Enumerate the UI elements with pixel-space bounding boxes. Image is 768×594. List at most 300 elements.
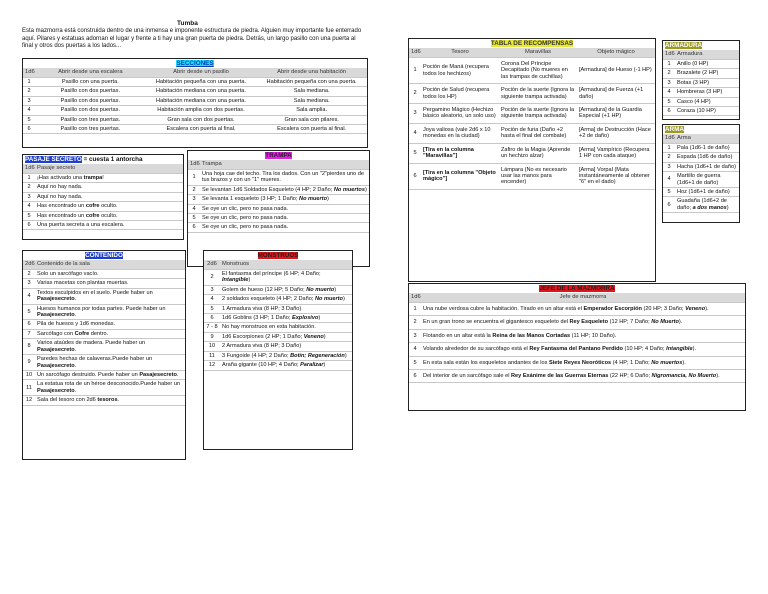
row-number: 3 xyxy=(23,96,35,105)
row-number: 4 xyxy=(23,106,35,115)
cell-text: No muertos xyxy=(651,359,683,366)
table-row xyxy=(204,295,352,304)
row-number: 6 xyxy=(409,163,421,189)
cell-text: Un sarcófago destruido. Puede haber un xyxy=(37,371,140,378)
table-row xyxy=(23,396,185,405)
cell-text: . xyxy=(74,312,77,318)
secciones-title: SECCIONES xyxy=(176,60,214,67)
cell-text: ) xyxy=(323,362,326,369)
cell-text: Araña gigante (10 HP; 4 Daño; xyxy=(222,362,301,369)
table-row xyxy=(23,339,185,355)
row-number: 5 xyxy=(23,304,35,320)
table-cell xyxy=(35,329,185,338)
cell-text: (10 HP; 4 Daño; xyxy=(622,346,667,353)
row-number: 6 xyxy=(409,370,421,383)
cell-text: Una puerta secreta a una escalera. xyxy=(37,222,125,228)
row-number: 5 xyxy=(188,214,200,223)
table-cell xyxy=(35,269,185,278)
table-row xyxy=(663,172,739,188)
table-cell xyxy=(35,183,183,192)
row-number: 5 xyxy=(23,211,35,220)
cell-text: ) xyxy=(344,352,347,359)
table-cell: Habitación pequeña con una puerta. xyxy=(256,77,367,86)
col-header: 1d6 xyxy=(23,68,35,77)
cell-text: ) xyxy=(318,315,321,321)
col-header: Objeto mágico xyxy=(577,48,655,57)
table-cell xyxy=(675,197,739,213)
table-cell: Pasillo con una puerta. xyxy=(35,77,146,86)
table-row xyxy=(188,195,369,204)
pasaje-secreto-table xyxy=(22,154,184,240)
row-number: 9 xyxy=(204,332,220,341)
row-number: 3 xyxy=(204,285,220,294)
page-title: Tumba xyxy=(177,20,198,27)
row-number: 4 xyxy=(663,88,675,97)
table-cell: Botas (3 HP) xyxy=(675,78,739,87)
cell-text: tesoros xyxy=(97,397,118,404)
cell-text: ) xyxy=(327,196,329,203)
cell-text: Espada (1d6 de daño) xyxy=(677,154,733,161)
cell-text: (20 HP; 3 Daño; xyxy=(641,305,686,312)
col-header: 1d6 xyxy=(409,293,421,302)
cell-text: ) xyxy=(334,286,337,293)
cell-text: ). xyxy=(678,319,683,326)
cell-text: Paralizar xyxy=(300,362,324,369)
cell-text: Varias macetas con plantas muertas. xyxy=(37,280,129,287)
cell-text: Se oye un clic, pero no pasa nada. xyxy=(202,205,289,212)
table-row xyxy=(204,342,352,351)
table-row xyxy=(204,285,352,294)
cell-text: Huesos humanos por todas partes. Puede haber un xyxy=(37,305,166,312)
table-cell xyxy=(220,351,352,360)
cell-text: ). xyxy=(705,305,709,312)
cell-text: Se levantan 1d6 Soldados Esqueleto (4 HP; 2 Daño; xyxy=(202,186,334,193)
table-row xyxy=(663,107,739,116)
table-row xyxy=(23,279,185,288)
cell-text: Pasajesecreto xyxy=(37,387,75,394)
monstruos-table xyxy=(203,250,353,450)
table-cell: [Tira en la columna "Objeto mágico"] xyxy=(421,163,499,189)
cell-text: ). xyxy=(692,346,696,353)
table-row xyxy=(188,169,369,185)
row-number: 2 xyxy=(23,183,35,192)
cell-text: No muerto xyxy=(306,286,335,293)
cell-text: Aquí no hay nada. xyxy=(37,193,83,200)
table-row xyxy=(204,351,352,360)
table-cell xyxy=(200,185,369,194)
table-cell xyxy=(220,269,352,285)
table-row xyxy=(204,323,352,332)
cell-text: Explosivo xyxy=(291,315,319,321)
col-header: Tesoro xyxy=(421,48,499,57)
table-cell xyxy=(35,339,185,355)
row-number: 9 xyxy=(23,355,35,371)
table-row xyxy=(204,314,352,323)
row-number: 10 xyxy=(23,370,35,379)
row-number: 6 xyxy=(188,223,200,232)
table-cell: Sala mediana. xyxy=(256,96,367,105)
cell-text: 1d6 Goblins (3 HP; 1 Daño; xyxy=(222,315,292,321)
table-cell xyxy=(35,211,183,220)
col-header: Arma xyxy=(675,134,739,143)
table-row xyxy=(409,143,655,163)
table-cell xyxy=(220,314,352,323)
table-cell: Pasillo con tres puertas. xyxy=(35,115,146,124)
cell-text: . xyxy=(74,346,77,353)
cell-text: . xyxy=(117,397,120,404)
cell-text: Solo un sarcófago vacío. xyxy=(37,270,99,277)
table-cell xyxy=(35,192,183,201)
col-header: 1d6 xyxy=(23,164,35,173)
jefe-table xyxy=(408,283,746,411)
cell-text: Rey Fantasma del Pantano Perdido xyxy=(529,346,623,353)
table-cell: Corona Del Príncipe Decapitado (No mueres en las trampas de cuchillas) xyxy=(499,57,577,83)
table-row xyxy=(23,96,367,105)
table-row xyxy=(409,343,745,356)
armadura-title: ARMADURA xyxy=(665,42,703,49)
cell-text: Pasajesecreto xyxy=(139,371,177,378)
row-number: 3 xyxy=(663,162,675,171)
cell-text: Veneno xyxy=(303,333,324,340)
row-number: 6 xyxy=(23,221,35,230)
table-row xyxy=(23,183,183,192)
row-number: 6 xyxy=(23,125,35,134)
table-cell xyxy=(35,288,185,304)
row-number: 4 xyxy=(409,123,421,143)
cell-text: 1 Armadura viva (8 HP; 3 Daño) xyxy=(222,305,302,312)
row-number: 1 xyxy=(23,173,35,182)
cell-text: Se oye un clic, pero no pasa nada. xyxy=(202,224,289,231)
table-row xyxy=(23,355,185,371)
cell-text: . xyxy=(176,371,179,378)
table-row xyxy=(409,316,745,329)
table-row xyxy=(409,356,745,369)
table-cell xyxy=(35,380,185,396)
cell-text: El fantasma del príncipe (6 HP; 4 Daño; xyxy=(222,270,321,277)
table-row xyxy=(23,87,367,96)
row-number: 5 xyxy=(23,115,35,124)
table-row xyxy=(23,192,183,201)
cell-text: No Muerto xyxy=(651,319,679,326)
table-cell: Poción de furia (Daño +2 hasta el final del combate) xyxy=(499,123,577,143)
row-number: 5 xyxy=(204,304,220,313)
row-number: 7 - 8 xyxy=(204,323,220,332)
row-number: 1 xyxy=(663,59,675,68)
table-cell xyxy=(200,195,369,204)
cell-text: 2 Armadura viva (8 HP; 3 Daño) xyxy=(222,343,302,350)
arma-title: ARMA xyxy=(665,126,684,133)
cell-text: Martillo de guerra (1d6+1 de daño) xyxy=(677,173,721,186)
row-number: 2 xyxy=(23,269,35,278)
cell-text: No muerto xyxy=(299,196,327,203)
row-number: 6 xyxy=(663,197,675,213)
table-row xyxy=(23,380,185,396)
table-cell xyxy=(675,162,739,171)
table-cell: Pergamino Mágico (Hechizo básico aleatorio, un solo uso) xyxy=(421,104,499,124)
table-row xyxy=(23,125,367,134)
table-cell: Gran sala con dos puertas. xyxy=(146,115,257,124)
row-number: 5 xyxy=(409,143,421,163)
cell-text: ! xyxy=(102,174,104,181)
col-header: Pasaje secreto xyxy=(35,164,183,173)
table-cell: Anillo (0 HP) xyxy=(675,59,739,68)
table-cell: Casco (4 HP) xyxy=(675,97,739,106)
table-cell xyxy=(220,332,352,341)
cell-text: . xyxy=(74,362,77,369)
col-header: Armadura xyxy=(675,50,739,59)
cell-text: La estatua rota de un héroe desconocido.Puede haber un xyxy=(37,381,181,388)
col-header: Abrir desde una habitación xyxy=(256,68,367,77)
table-cell xyxy=(220,361,352,370)
table-cell xyxy=(675,172,739,188)
table-row xyxy=(188,214,369,223)
row-number: 12 xyxy=(204,361,220,370)
cell-text: Pasajesecreto xyxy=(37,346,75,353)
table-cell: Habitación mediana con una puerta. xyxy=(146,87,257,96)
pasaje-title: PASAJE SECRETO xyxy=(25,156,82,163)
table-cell xyxy=(421,356,745,369)
trampa-title: TRAMPA xyxy=(265,152,292,159)
cell-text: Flotando en un altar está la xyxy=(423,332,493,339)
cell-text: ) xyxy=(248,277,251,284)
table-cell xyxy=(200,204,369,213)
cell-text: Hacha (1d6+1 de daño) xyxy=(677,163,736,170)
table-cell xyxy=(35,355,185,371)
table-cell: Habitación mediana con una puerta. xyxy=(146,96,257,105)
cell-text: Una hoja cae del techo. Tira los dados. Con un "2"pierdes uno de tus brazos y con un "1" mueres. xyxy=(202,170,364,184)
table-row xyxy=(23,329,185,338)
col-header: Abrir desde un pasillo xyxy=(146,68,257,77)
row-number: 3 xyxy=(188,195,200,204)
table-row xyxy=(23,211,183,220)
table-cell xyxy=(35,370,185,379)
cell-text: Rey Exánime de las Guerras Eternas xyxy=(511,373,609,379)
cell-text: Emperador Escorpión xyxy=(583,305,642,312)
cell-text: Paredes hechas de calaveras.Puede haber un xyxy=(37,356,153,363)
cell-text: No hay monstruos en esta habitación. xyxy=(222,324,316,331)
cell-text: Volando alrededor de su sarcófago está el xyxy=(423,346,530,353)
col-header: Maravillas xyxy=(499,48,577,57)
col-header: 1d6 xyxy=(663,134,675,143)
table-row xyxy=(188,204,369,213)
col-header: Abrir desde una escalera xyxy=(35,68,146,77)
row-number: 3 xyxy=(409,329,421,342)
table-row xyxy=(409,57,655,83)
table-row xyxy=(663,162,739,171)
table-cell: Sala amplia. xyxy=(256,106,367,115)
table-row xyxy=(663,197,739,213)
row-number: 4 xyxy=(204,295,220,304)
table-row xyxy=(23,202,183,211)
table-row xyxy=(663,143,739,152)
table-cell xyxy=(200,214,369,223)
table-row xyxy=(204,361,352,370)
table-row xyxy=(204,304,352,313)
table-row xyxy=(23,320,185,329)
cell-text: Pila de huesos y 1d6 monedas. xyxy=(37,321,116,328)
cell-text: Golem de hueso (12 HP; 5 Daño; xyxy=(222,286,307,293)
cell-text: Rey Esqueleto xyxy=(569,319,609,326)
table-cell xyxy=(200,169,369,185)
row-number: 1 xyxy=(23,77,35,86)
table-cell xyxy=(220,295,352,304)
row-number: 6 xyxy=(204,314,220,323)
col-header: 1d6 xyxy=(188,160,200,169)
cell-text: oculto. xyxy=(99,212,118,219)
table-cell xyxy=(675,143,739,152)
cell-text: Hoz (1d6+1 de daño) xyxy=(677,189,730,195)
row-number: 6 xyxy=(23,320,35,329)
table-cell xyxy=(421,370,745,383)
cell-text: Has encontrado un xyxy=(37,203,86,210)
row-number: 3 xyxy=(409,104,421,124)
table-row xyxy=(23,269,185,278)
row-number: 2 xyxy=(663,69,675,78)
intro-paragraph: Esta mazmorra está construida dentro de una inmensa e imponente estructura de piedra. Alguien muy importante fue enterrado aquí. Pilares y estatuas adornan el lugar y frente a ti hay una gran puerta de piedra. Detrás, un largo pasillo con una puerta al final y otros dos puertas a los lados... xyxy=(22,28,362,49)
cell-text: (22 HP; 6 Daño; xyxy=(608,373,652,379)
cell-text: (4 HP; 1 Daño; xyxy=(611,359,652,366)
table-row xyxy=(409,302,745,315)
armadura-table xyxy=(662,40,740,120)
row-number: 3 xyxy=(663,78,675,87)
row-number: 12 xyxy=(23,396,35,405)
cell-text: Pasajesecreto xyxy=(37,296,75,303)
table-cell: Pasillo con dos puertas. xyxy=(35,87,146,96)
table-cell xyxy=(421,329,745,342)
row-number: 1 xyxy=(409,57,421,83)
row-number: 6 xyxy=(663,107,675,116)
table-row xyxy=(23,77,367,86)
table-cell: [Arma] Vampírico (Recupera 1 HP con cada ataque) xyxy=(577,143,655,163)
table-cell: Pasillo con tres puertas. xyxy=(35,125,146,134)
row-number: 11 xyxy=(23,380,35,396)
pasaje-cost: = cuesta 1 antorcha xyxy=(83,156,143,163)
arma-table xyxy=(662,124,740,223)
table-cell: Habitación amplia con dos puertas. xyxy=(146,106,257,115)
cell-text: ¡Has activado una xyxy=(37,174,84,181)
cell-text: ) xyxy=(342,296,345,303)
row-number: 5 xyxy=(409,356,421,369)
row-number: 2 xyxy=(204,269,220,285)
table-cell: Escalera con puerta al final. xyxy=(256,125,367,134)
table-cell: [Arma] de Destrucción (Hace +2 de daño) xyxy=(577,123,655,143)
table-cell: Sala mediana. xyxy=(256,87,367,96)
table-row xyxy=(409,123,655,143)
col-header: Contenido de la sala xyxy=(35,260,185,269)
table-cell: Poción de la suerte (Ignora la siguiente trampa activada) xyxy=(499,84,577,104)
col-header: 2d6 xyxy=(23,260,35,269)
table-row xyxy=(663,59,739,68)
table-row xyxy=(188,185,369,194)
row-number: 5 xyxy=(663,188,675,197)
table-cell xyxy=(35,173,183,182)
table-cell xyxy=(421,343,745,356)
row-number: 2 xyxy=(663,153,675,162)
table-row xyxy=(409,370,745,383)
table-cell xyxy=(35,396,185,405)
cell-text: (11 HP; 10 Daño). xyxy=(570,332,617,339)
cell-text: a dos manos xyxy=(692,204,727,211)
cell-text: oculto. xyxy=(99,203,118,210)
table-row xyxy=(23,221,183,230)
row-number: 2 xyxy=(23,87,35,96)
table-cell: [Armadura] de Fuerza (+1 daño) xyxy=(577,84,655,104)
row-number: 4 xyxy=(188,204,200,213)
cell-text: (12 HP; 7 Daño; xyxy=(608,319,652,326)
cell-text: Intangible xyxy=(666,346,693,353)
cell-text: ). xyxy=(682,359,686,366)
cell-text: Pala (1d6-1 de daño) xyxy=(677,144,730,151)
cell-text: ) xyxy=(364,186,367,193)
row-number: 2 xyxy=(188,185,200,194)
table-cell xyxy=(220,342,352,351)
table-cell: Brazalete (2 HP) xyxy=(675,69,739,78)
table-cell: Poción de Maná (recupera todos los hechizos) xyxy=(421,57,499,83)
row-number: 3 xyxy=(23,192,35,201)
col-header: Trampa xyxy=(200,160,369,169)
table-cell: Zafiro de la Magia (Aprende un hechizo alzar) xyxy=(499,143,577,163)
cell-text: Guadaña (1d6+2 de daño; xyxy=(677,198,727,211)
table-row xyxy=(23,370,185,379)
contenido-table xyxy=(22,250,186,460)
table-cell: [Armadura] de Hueso (-1 HP) xyxy=(577,57,655,83)
table-cell xyxy=(35,320,185,329)
table-row xyxy=(663,78,739,87)
table-cell: [Armadura] de la Guardia Especial (+1 HP) xyxy=(577,104,655,124)
row-number: 4 xyxy=(23,202,35,211)
row-number: 3 xyxy=(23,279,35,288)
table-cell: Joya valiosa (vale 2d6 x 10 monedas en la ciudad) xyxy=(421,123,499,143)
table-row xyxy=(23,304,185,320)
row-number: 5 xyxy=(663,97,675,106)
table-cell xyxy=(675,188,739,197)
col-header: 2d6 xyxy=(204,260,220,269)
cell-text: Siete Reyes Neoróticos xyxy=(548,359,612,366)
cell-text: Veneno xyxy=(685,305,706,312)
table-row xyxy=(409,84,655,104)
table-cell: [Tira en la columna "Maravillas"] xyxy=(421,143,499,163)
cell-text: Nigromancia, No Muerto xyxy=(651,373,717,379)
table-cell: [Arma] Vorpal (Mata instantáneamente al obtener "6" en el dado) xyxy=(577,163,655,189)
cell-text: Reina de las Manos Cortadas xyxy=(492,332,571,339)
table-row xyxy=(188,223,369,232)
cell-text: Se levanta 1 esqueleto (3 HP; 1 Daño; xyxy=(202,196,300,203)
table-cell: Pasillo con dos puertas. xyxy=(35,96,146,105)
cell-text: Has encontrado un xyxy=(37,212,86,219)
row-number: 11 xyxy=(204,351,220,360)
table-cell xyxy=(421,302,745,315)
cell-text: dentro. xyxy=(89,330,109,337)
secciones-table xyxy=(22,58,368,148)
cell-text: 1d6 Escorpiones (2 HP; 1 Daño; xyxy=(222,333,304,340)
col-header: Jefe de mazmorra xyxy=(421,293,745,302)
table-cell: Poción de la suerte (Ignora la siguiente trampa activada) xyxy=(499,104,577,124)
cell-text: trampa xyxy=(83,174,103,181)
recompensas-table xyxy=(408,38,656,282)
table-cell xyxy=(220,285,352,294)
cell-text: Se oye un clic, pero no pasa nada. xyxy=(202,215,289,221)
row-number: 8 xyxy=(23,339,35,355)
table-cell: Poción de Salud (recupera todos los HP) xyxy=(421,84,499,104)
row-number: 4 xyxy=(23,288,35,304)
cell-text: Textos esculpidos en el suelo. Puede haber un xyxy=(37,289,153,296)
table-cell xyxy=(35,279,185,288)
table-cell: Hombreras (3 HP) xyxy=(675,88,739,97)
row-number: 1 xyxy=(188,169,200,185)
col-header: 1d6 xyxy=(663,50,675,59)
row-number: 1 xyxy=(663,143,675,152)
col-header: 1d6 xyxy=(409,48,421,57)
